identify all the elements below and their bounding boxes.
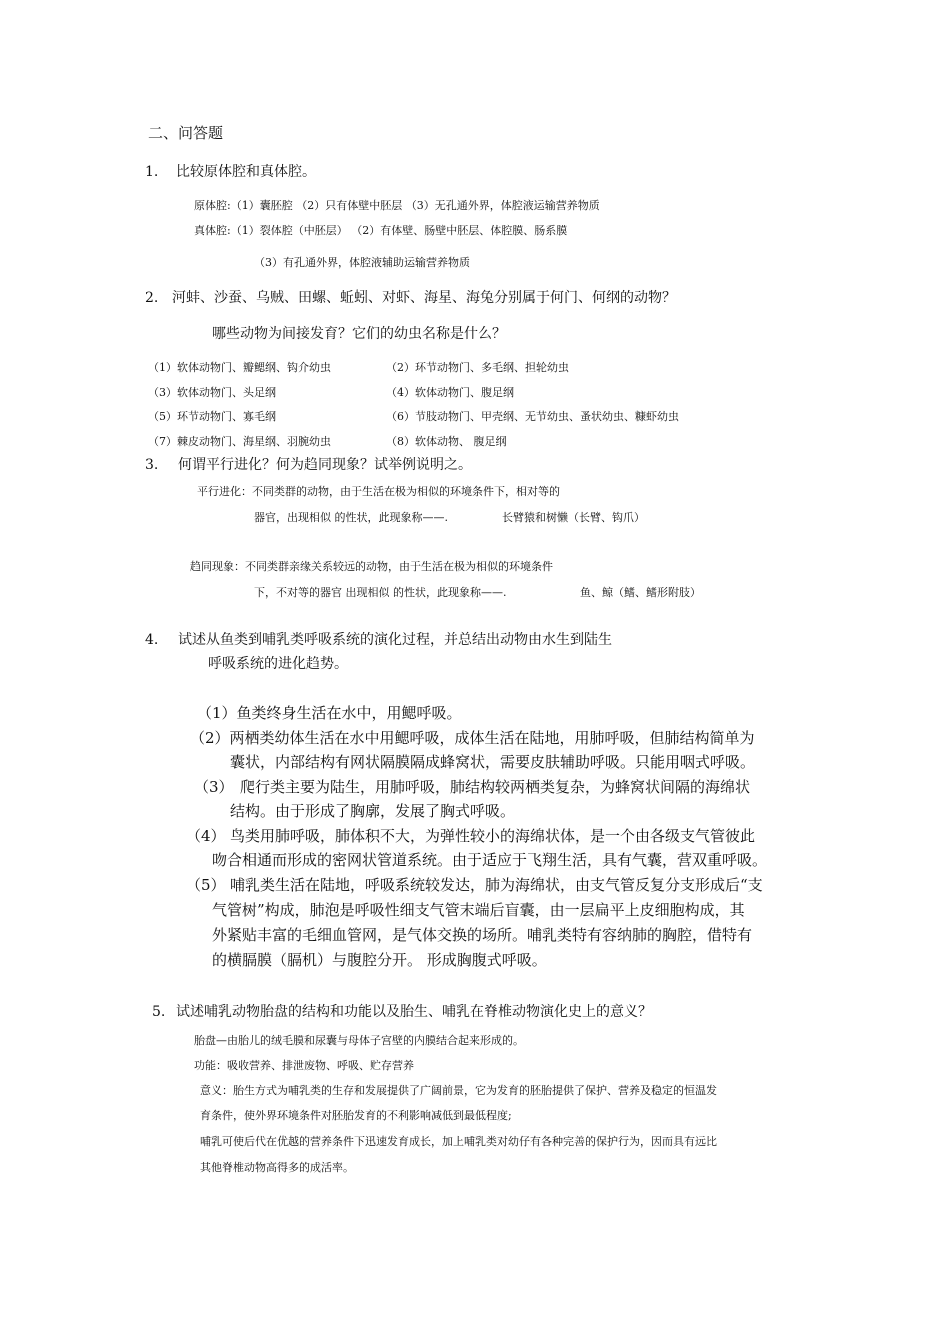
q4-number: 4.: [145, 632, 159, 648]
q4-item-amphibian: （2）两栖类幼体生活在水中用鳃呼吸，成体生活在陆地，用肺呼吸，但肺结构简单为: [190, 729, 755, 747]
q2-answer-item: （2）环节动物门、多毛纲、担轮幼虫: [386, 361, 569, 374]
q3-title: 何谓平行进化？何为趋同现象？试举例说明之。: [178, 457, 472, 473]
q5-placenta-def: 胎盘—由胎儿的绒毛膜和尿囊与母体子宫壁的内膜结合起来形成的。: [194, 1034, 524, 1047]
q2-answer-item: （8）软体动物、 腹足纲: [386, 435, 507, 448]
q3-parallel-def: 器官，出现相似 的性状，此现象称——.: [254, 511, 448, 524]
q4-title-line2: 呼吸系统的进化趋势。: [208, 656, 348, 672]
q4-item-bird: 鸟类用肺呼吸，肺体积不大，为弹性较小的海绵状体，是一个由各级支气管彼此: [230, 827, 756, 845]
q2-answer-item: （7）棘皮动物门、海星纲、羽腕幼虫: [148, 435, 331, 448]
q1-number: 1.: [145, 164, 159, 180]
q4-item-mammal: 外紧贴丰富的毛细血管网，是气体交换的场所。哺乳类特有容纳肺的胸腔，借特有: [212, 926, 753, 944]
q2-answer-item: （1）软体动物门、瓣鳃纲、钩介幼虫: [148, 361, 331, 374]
q3-convergence-def: 趋同现象：不同类群亲缘关系较远的动物，由于生活在极为相似的环境条件: [190, 560, 553, 573]
q5-significance: 育条件，使外界环境条件对胚胎发育的不利影响减低到最低程度;: [200, 1109, 512, 1122]
q5-significance: 其他脊椎动物高得多的成活率。: [200, 1161, 354, 1174]
q4-item-mammal: 哺乳类生活在陆地，呼吸系统较发达，肺为海绵状，由支气管反复分支形成后“支: [230, 876, 763, 894]
q3-convergence-example: 鱼、鲸（鳍、鳍形附肢）: [580, 586, 701, 599]
q5-title: 试述哺乳动物胎盘的结构和功能以及胎生、哺乳在脊椎动物演化史上的意义？: [176, 1004, 652, 1020]
q1-answer-line: 真体腔:（1）裂体腔（中胚层） （2）有体壁、肠壁中胚层、体腔膜、肠系膜: [194, 224, 568, 237]
q4-item-mammal: 的横膈膜（膈机）与腹腔分开。 形成胸腹式呼吸。: [212, 951, 547, 969]
q4-item-reptile: 爬行类主要为陆生，用肺呼吸，肺结构较两栖类复杂，为蜂窝状间隔的海绵状: [240, 778, 751, 796]
q2-answer-item: （5）环节动物门、寡毛纲: [148, 410, 276, 423]
q3-number: 3.: [145, 457, 159, 473]
q4-item-reptile: 结构。由于形成了胸廓，发展了胸式呼吸。: [230, 802, 516, 820]
q3-parallel-def: 平行进化：不同类群的动物，由于生活在极为相似的环境条件下，相对等的: [197, 485, 560, 498]
section-title: 二、问答题: [148, 124, 224, 142]
q1-answer-line: 原体腔:（1）囊胚腔 （2）只有体壁中胚层 （3）无孔通外界，体腔液运输营养物质: [194, 199, 600, 212]
q2-number: 2.: [145, 290, 159, 306]
q4-item-number: （5）: [186, 876, 226, 894]
q5-number: 5.: [152, 1004, 166, 1020]
q2-answer-item: （3）软体动物门、头足纲: [148, 386, 276, 399]
q5-function: 功能：吸收营养、排泄废物、呼吸、贮存营养: [194, 1059, 414, 1072]
q1-title: 比较原体腔和真体腔。: [176, 164, 316, 180]
q4-item-fish: （1）鱼类终身生活在水中，用鳃呼吸。: [197, 704, 462, 722]
q3-convergence-def: 下，不对等的器官 出现相似 的性状，此现象称——.: [254, 586, 507, 599]
q5-significance: 哺乳可使后代在优越的营养条件下迅速发育成长，加上哺乳类对幼仔有各种完善的保护行为，因而具有远比: [200, 1135, 717, 1148]
q4-item-number: （3）: [194, 778, 234, 796]
q2-title: 河蚌、沙蚕、乌贼、田螺、蚯蚓、对虾、海星、海兔分别属于何门、何纲的动物？: [172, 290, 676, 306]
q4-item-bird: 吻合相通而形成的密网状管道系统。由于适应于飞翔生活，具有气囊，营双重呼吸。: [212, 851, 768, 869]
q3-parallel-example: 长臂猿和树懒（长臂、钩爪）: [502, 511, 645, 524]
q4-item-amphibian: 囊状，内部结构有网状隔膜隔成蜂窝状，需要皮肤辅助呼吸。只能用咽式呼吸。: [230, 753, 756, 771]
q1-answer-line: （3）有孔通外界，体腔液辅助运输营养物质: [254, 256, 470, 269]
q4-item-mammal: 气管树”构成，肺泡是呼吸性细支气管末端后盲囊，由一层扁平上皮细胞构成，其: [212, 901, 745, 919]
q2-answer-item: （4）软体动物门、腹足纲: [386, 386, 514, 399]
q4-item-number: （4）: [186, 827, 226, 845]
q5-significance: 意义：胎生方式为哺乳类的生存和发展提供了广阔前景，它为发育的胚胎提供了保护、营养及稳定的恒温发: [200, 1084, 717, 1097]
q4-title: 试述从鱼类到哺乳类呼吸系统的演化过程，并总结出动物由水生到陆生: [178, 632, 612, 648]
q2-title-line2: 哪些动物为间接发育？它们的幼虫名称是什么？: [212, 326, 506, 342]
q2-answer-item: （6）节肢动物门、甲壳纲、无节幼虫、蚤状幼虫、糠虾幼虫: [386, 410, 679, 423]
